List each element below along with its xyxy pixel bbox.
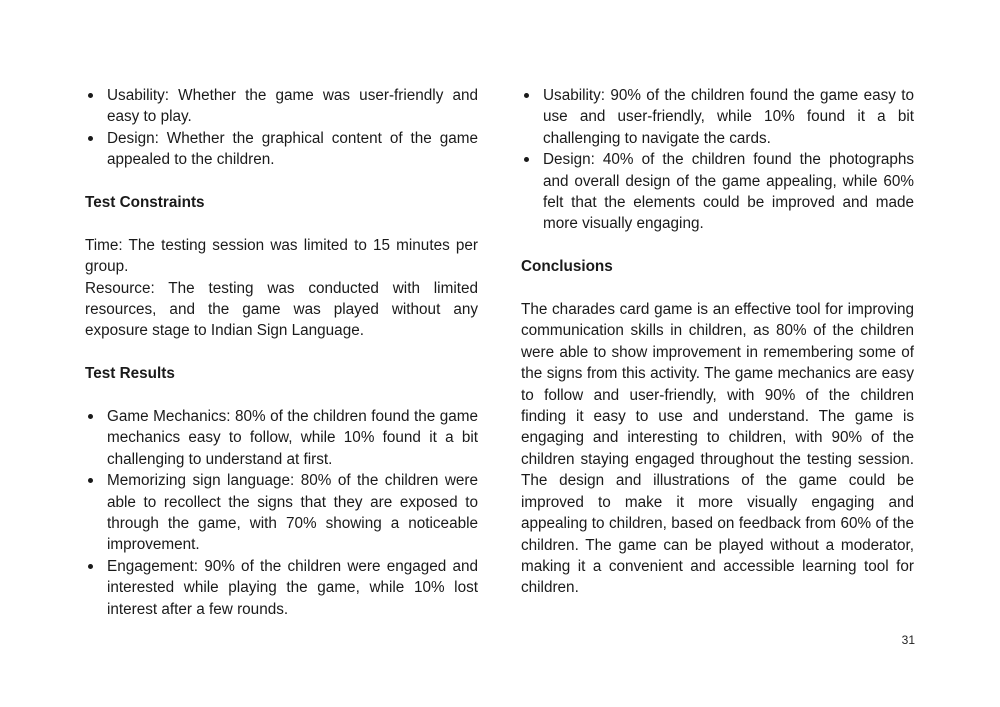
conclusions-heading: Conclusions bbox=[521, 258, 613, 276]
evaluation-criteria-list bbox=[85, 85, 478, 171]
constraint-time-paragraph: Time: The testing session was limited to 15 minutes per group. bbox=[85, 236, 478, 276]
constraint-resource-paragraph: Resource: The testing was conducted with limited resources, and the game was played without any exposure stage to Indian Sign Language. bbox=[85, 279, 478, 340]
right-column bbox=[521, 85, 914, 599]
test-results-list-continued bbox=[521, 85, 914, 235]
test-results-list bbox=[85, 406, 478, 620]
list-item: Engagement: 90% of the children were engaged and interested while playing the game, while 10% lost interest after a few rounds. bbox=[85, 556, 478, 620]
list-item: Game Mechanics: 80% of the children found the game mechanics easy to follow, while 10% found it a bit challenging to understand at first. bbox=[85, 406, 478, 470]
test-results-heading: Test Results bbox=[85, 365, 175, 383]
list-item: Usability: Whether the game was user-friendly and easy to play. bbox=[85, 85, 478, 128]
page-number: 31 bbox=[901, 633, 915, 647]
test-constraints-heading: Test Constraints bbox=[85, 194, 205, 212]
list-item: Design: 40% of the children found the photographs and overall design of the game appealing, while 60% felt that the elements could be improved and made more visually engaging. bbox=[521, 149, 914, 235]
left-column bbox=[85, 85, 478, 620]
list-item: Memorizing sign language: 80% of the children were able to recollect the signs that they are exposed to through the game, with 70% showing a noticeable improvement. bbox=[85, 470, 478, 556]
conclusions-paragraph: The charades card game is an effective tool for improving communication skills in children, as 80% of the children were able to show improvement in remembering some of the signs from this activity. The game mechanics are easy to follow and user-friendly, with 90% of the children finding it easy to use and understand. The game is engaging and interesting to children, with 90% of the children staying engaged throughout the testing session. The design and illustrations of the game could be improved to make it more visually engaging and appealing to children, based on feedback from 60% of the children. The game can be played without a moderator, making it a convenient and accessible learning tool for children. bbox=[521, 301, 914, 597]
list-item: Usability: 90% of the children found the game easy to use and user-friendly, while 10% found it a bit challenging to navigate the cards. bbox=[521, 85, 914, 149]
list-item: Design: Whether the graphical content of the game appealed to the children. bbox=[85, 128, 478, 171]
